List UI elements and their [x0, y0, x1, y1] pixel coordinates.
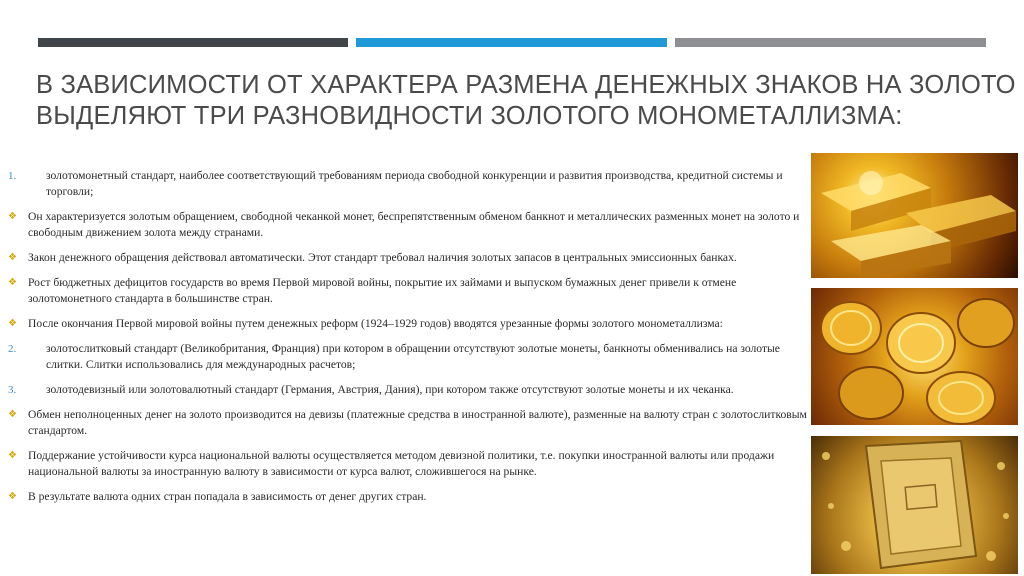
list-item	[8, 168, 808, 200]
list-item	[8, 407, 808, 439]
gold-bar-on-gold-photo	[811, 436, 1018, 574]
list-item	[8, 382, 808, 398]
list-item	[8, 250, 808, 266]
gold-coins-photo	[811, 288, 1018, 425]
list-item-text: золотодевизный или золотовалютный стандарт (Германия, Австрия, Дания), при котором также отсутствуют золотые монеты и их чеканка.	[46, 383, 734, 396]
list-item-text: золотослитковый стандарт (Великобритания, Франция) при котором в обращении отсутствуют золотые монеты, банкноты обменивались на золотые слитки. Слитки использовались для международных расчетов;	[46, 342, 780, 371]
list-item-text: Он характеризуется золотым обращением, свободной чеканкой монет, беспрепятственным обменом банкнот и металлических разменных монет на золото и свободным движением золота между странами.	[28, 210, 800, 239]
list-number: 2.	[8, 343, 17, 355]
gold-bars-icon	[811, 153, 1018, 278]
slide-title-line-1: В ЗАВИСИМОСТИ ОТ ХАРАКТЕРА РАЗМЕНА ДЕНЕЖНЫХ ЗНАКОВ НА ЗОЛОТО	[36, 71, 1016, 99]
diamond-bullet-icon: ❖	[8, 252, 17, 263]
list-item	[8, 316, 808, 332]
diamond-bullet-icon: ❖	[8, 409, 17, 420]
list-item	[8, 448, 808, 480]
bullet-list	[8, 168, 808, 514]
header-bar-blue	[356, 38, 667, 47]
list-item-text: Обмен неполноценных денег на золото производится на девизы (платежные средства в иностранной валюте), разменные на валюту стран с золотослитковым стандартом.	[28, 408, 807, 437]
gold-bars-photo	[811, 153, 1018, 278]
list-item-text: золотомонетный стандарт, наиболее соответствующий требованиям периода свободной конкуренции и развития производства, кредитной системы и торговли;	[46, 169, 783, 198]
list-number: 1.	[8, 170, 17, 182]
diamond-bullet-icon: ❖	[8, 211, 17, 222]
slide-title-line-2: ВЫДЕЛЯЮТ ТРИ РАЗНОВИДНОСТИ ЗОЛОТОГО МОНОМЕТАЛЛИЗМА:	[36, 102, 903, 130]
list-item-text: После окончания Первой мировой войны путем денежных реформ (1924–1929 годов) вводятся урезанные формы золотого монометаллизма:	[28, 317, 723, 330]
list-item	[8, 209, 808, 241]
list-item-text: Рост бюджетных дефицитов государств во время Первой мировой войны, покрытие их займами и выпуском бумажных денег привели к отмене золотомонетного стандарта в большинстве стран.	[28, 276, 737, 305]
diamond-bullet-icon: ❖	[8, 277, 17, 288]
gold-bar-icon	[811, 436, 1018, 574]
list-item	[8, 275, 808, 307]
list-item	[8, 341, 808, 373]
gold-coins-icon	[811, 288, 1018, 425]
list-item-text: Закон денежного обращения действовал автоматически. Этот стандарт требовал наличия золотых запасов в центральных эмиссионных банках.	[28, 251, 737, 264]
diamond-bullet-icon: ❖	[8, 491, 17, 502]
list-item-text: Поддержание устойчивости курса национальной валюты осуществляется методом девизной политики, т.е. покупки иностранной валюты или продажи национальной валюты за иностранную валюту в зависимости от курса валют, сложившегося на рынке.	[28, 449, 775, 478]
list-item-text: В результате валюта одних стран попадала в зависимость от денег других стран.	[28, 490, 427, 503]
header-bar-gray	[675, 38, 986, 47]
list-number: 3.	[8, 384, 17, 396]
diamond-bullet-icon: ❖	[8, 318, 17, 329]
header-bar-dark	[38, 38, 348, 47]
list-item	[8, 489, 808, 505]
slide-title	[36, 70, 1016, 132]
diamond-bullet-icon: ❖	[8, 450, 17, 461]
